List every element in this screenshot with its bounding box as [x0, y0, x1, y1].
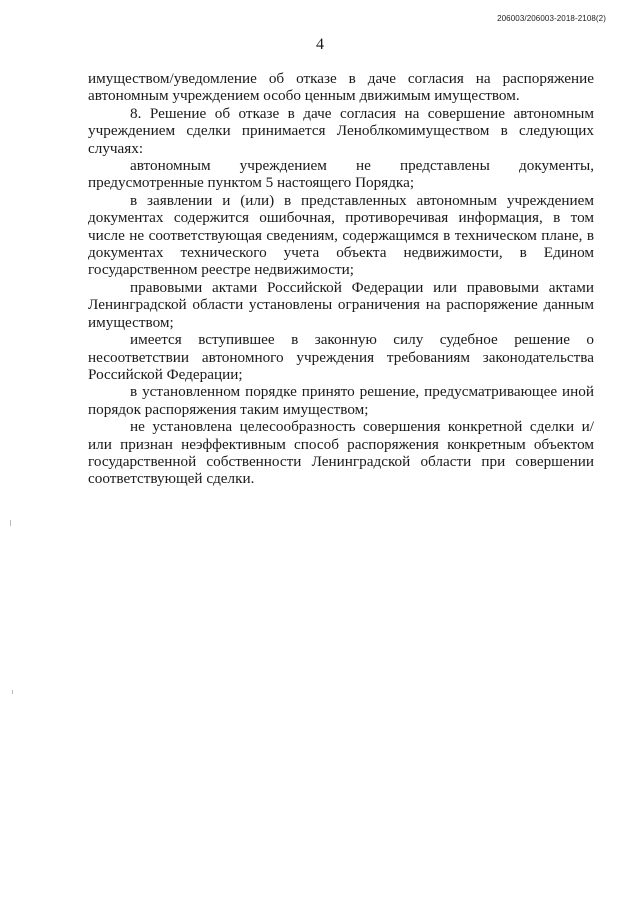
paragraph-case-inexpedient-deal: не установлена целесообразность совершения конкретной сделки и/или признан неэффективным способ распоряжения конкретным объектом государственной собственности Ленинградской области при совершении соответствующей сделки.	[88, 418, 594, 488]
paragraph-continuation: имуществом/уведомление об отказе в даче согласия на распоряжение автономным учреждением особо ценным движимым имуществом.	[88, 70, 594, 105]
paragraph-case-erroneous-info: в заявлении и (или) в представленных автономным учреждением документах содержится ошибочная, противоречивая информация, в том числе не соответствующая сведениям, содержащимся в техническом плане, в документах технического учета объекта недвижимости, в Едином государственном реестре недвижимости;	[88, 191, 594, 279]
page-number: 4	[316, 36, 324, 53]
scan-artifact-left	[10, 520, 11, 526]
paragraph-case-court-decision: имеется вступившее в законную силу судебное решение о несоответствии автономного учреждения требованиям законодательства Российской Федерации;	[88, 331, 594, 383]
paragraph-case-other-procedure: в установленном порядке принято решение, предусматривающее иной порядок распоряжения таким имуществом;	[88, 383, 594, 418]
document-code: 206003/206003-2018-2108(2)	[497, 14, 606, 23]
paragraph-case-no-documents: автономным учреждением не представлены документы, предусмотренные пунктом 5 настоящего Порядка;	[88, 157, 594, 192]
scan-artifact-left-lower	[12, 690, 13, 694]
paragraph-case-legal-restrictions: правовыми актами Российской Федерации или правовыми актами Ленинградской области установлены ограничения на распоряжение данным имуществом;	[88, 278, 594, 331]
paragraph-item-8: 8. Решение об отказе в даче согласия на совершение автономным учреждением сделки принимается Леноблкомимуществом в следующих случаях:	[88, 104, 594, 157]
document-body	[88, 70, 594, 488]
